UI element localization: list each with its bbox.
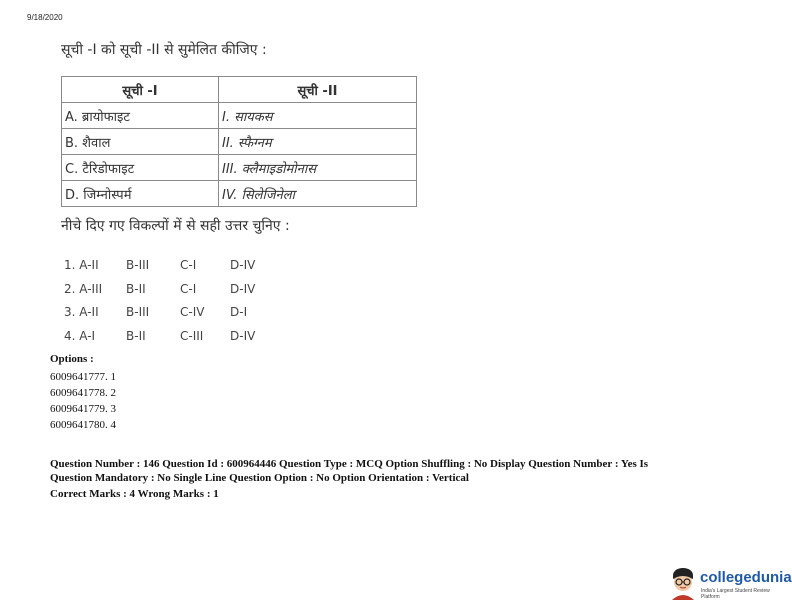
option-item: 6009641778. 2 [50, 387, 116, 399]
choice-b: B-II [126, 281, 146, 296]
choice-d: D-IV [230, 328, 256, 343]
choice-c: C-I [180, 258, 197, 272]
choice-a: 3. A-II [64, 305, 99, 319]
choice-a: 1. A-II [64, 258, 99, 272]
answer-choices [64, 258, 304, 352]
choice-b: B-II [126, 328, 146, 343]
choice-row [64, 258, 304, 282]
table-row [62, 103, 417, 129]
table-row [62, 181, 417, 207]
column-header-list-1: सूची -I [62, 77, 219, 103]
options-label: Options : [50, 353, 94, 365]
table-header-row [62, 77, 417, 103]
choice-c: C-I [180, 281, 197, 296]
brand-name: collegedunia [700, 569, 792, 586]
table-cell: D. जिम्नोस्पर्म [62, 181, 219, 207]
table-cell: A. ब्रायोफाइट [62, 103, 219, 129]
option-item: 6009641777. 1 [50, 371, 116, 383]
choice-a: 4. A-I [64, 328, 96, 343]
question-prompt: नीचे दिए गए विकल्पों में से सही उत्तर चुनिए : [61, 218, 290, 234]
choice-b: B-III [126, 305, 150, 319]
table-row [62, 129, 417, 155]
table-cell: III. क्लैमाइडोमोनास [219, 155, 417, 181]
question-metadata [50, 457, 750, 485]
choice-row [64, 305, 304, 329]
choice-b: B-III [126, 258, 150, 272]
choice-c: C-III [180, 328, 204, 343]
table-cell: B. शैवाल [62, 129, 219, 155]
choice-d: D-IV [230, 281, 256, 296]
table-cell: IV. सिलेजिनेला [219, 181, 417, 207]
print-date: 9/18/2020 [27, 13, 63, 22]
options-list [50, 369, 116, 433]
metadata-line: Question Mandatory : No Single Line Question Option : No Option Orientation : Vertical [50, 472, 469, 484]
question-instruction: सूची -I को सूची -II से सुमेलित कीजिए : [61, 42, 267, 58]
table-row [62, 155, 417, 181]
table-cell: C. टैरिडोफाइट [62, 155, 219, 181]
table-cell: II. स्फैग्नम [219, 129, 417, 155]
choice-row [64, 329, 304, 353]
choice-c: C-IV [180, 305, 205, 319]
brand-tagline: India's Largest Student Review Platform [701, 588, 770, 600]
choice-d: D-IV [230, 258, 256, 272]
mascot-icon [668, 566, 698, 600]
table-cell: I. सायकस [219, 103, 417, 129]
option-item: 6009641780. 4 [50, 419, 116, 431]
choice-row [64, 282, 304, 306]
collegedunia-logo [668, 566, 792, 602]
marks-info: Correct Marks : 4 Wrong Marks : 1 [50, 488, 219, 500]
option-item: 6009641779. 3 [50, 403, 116, 415]
choice-d: D-I [230, 305, 248, 319]
column-header-list-2: सूची -II [219, 77, 417, 103]
choice-a: 2. A-III [64, 281, 103, 296]
metadata-line: Question Number : 146 Question Id : 600964446 Question Type : MCQ Option Shuffling : No Display Question Number : Yes Is [50, 458, 649, 470]
match-table [61, 76, 417, 207]
